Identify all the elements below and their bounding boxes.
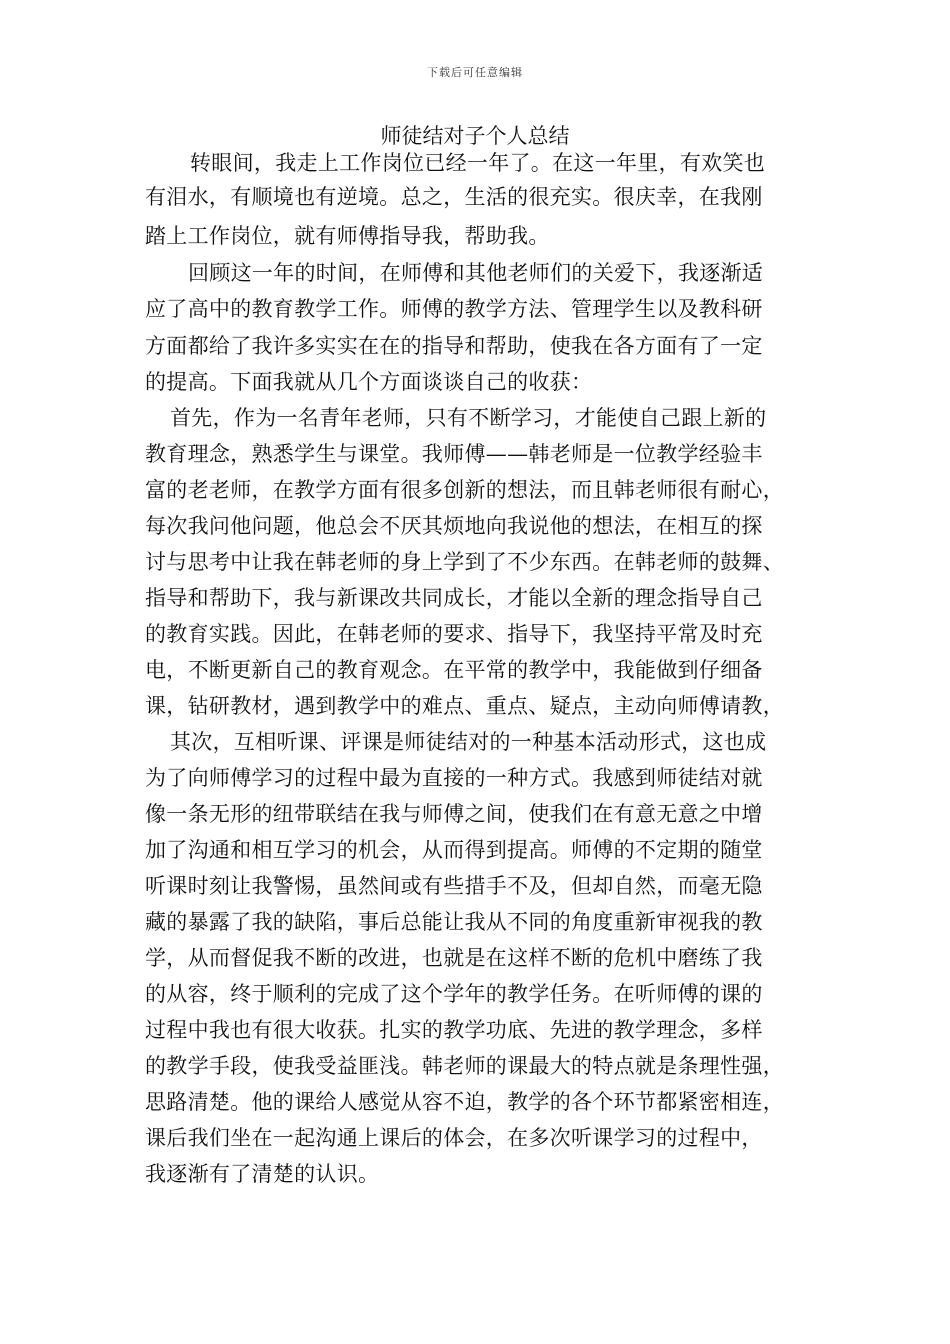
paragraph-line: 讨与思考中让我在韩老师的身上学到了不少东西。在韩老师的鼓舞、 [145, 550, 784, 574]
paragraph-line: 像一条无形的纽带联结在我与师傅之间，使我们在有意无意之中增 [145, 802, 763, 826]
paragraph-line: 踏上工作岗位，就有师傅指导我，帮助我。 [145, 224, 550, 248]
paragraph-line: 课，钻研教材，遇到教学中的难点、重点、疑点，主动向师傅请教， [145, 694, 784, 718]
paragraph-line: 我逐渐有了清楚的认识。 [145, 1162, 380, 1186]
paragraph-line: 藏的暴露了我的缺陷，事后总能让我从不同的角度重新审视我的教 [145, 910, 763, 934]
document-title: 师徒结对子个人总结 [380, 124, 570, 148]
paragraph-line: 加了沟通和相互学习的机会，从而得到提高。师傅的不定期的随堂 [145, 838, 763, 862]
paragraph-line: 听课时刻让我警惕，虽然间或有些措手不及，但却自然，而毫无隐 [145, 874, 763, 898]
paragraph-line: 其次，互相听课、评课是师徒结对的一种基本活动形式，这也成 [170, 730, 767, 754]
paragraph-line: 富的老老师，在教学方面有很多创新的想法，而且韩老师很有耐心， [145, 478, 784, 502]
paragraph-line: 学，从而督促我不断的改进，也就是在这样不断的危机中磨练了我 [145, 946, 763, 970]
header-note: 下载后可任意编辑 [427, 66, 523, 79]
paragraph-line: 回顾这一年的时间，在师傅和其他老师们的关爱下，我逐渐适 [188, 261, 764, 285]
paragraph-line: 过程中我也有很大收获。扎实的教学功底、先进的教学理念，多样 [145, 1018, 763, 1042]
paragraph-line: 转眼间，我走上工作岗位已经一年了。在这一年里，有欢笑也 [190, 151, 766, 175]
paragraph-line: 的从容，终于顺利的完成了这个学年的教学任务。在听师傅的课的 [145, 982, 763, 1006]
paragraph-line: 应了高中的教育教学工作。师傅的教学方法、管理学生以及教科研 [145, 297, 763, 321]
paragraph-line: 思路清楚。他的课给人感觉从容不迫，教学的各个环节都紧密相连， [145, 1090, 784, 1114]
paragraph-line: 有泪水，有顺境也有逆境。总之，生活的很充实。很庆幸，在我刚 [145, 185, 763, 209]
paragraph-line: 每次我问他问题，他总会不厌其烦地向我说他的想法，在相互的探 [145, 514, 763, 538]
paragraph-line: 的教育实践。因此，在韩老师的要求、指导下，我坚持平常及时充 [145, 622, 763, 646]
paragraph-line: 首先，作为一名青年老师，只有不断学习，才能使自己跟上新的 [170, 406, 767, 430]
paragraph-line: 为了向师傅学习的过程中最为直接的一种方式。我感到师徒结对就 [145, 766, 763, 790]
paragraph-line: 的提高。下面我就从几个方面谈谈自己的收获： [145, 370, 593, 394]
paragraph-line: 指导和帮助下，我与新课改共同成长，才能以全新的理念指导自己 [145, 586, 763, 610]
paragraph-line: 方面都给了我许多实实在在的指导和帮助，使我在各方面有了一定 [145, 334, 763, 358]
paragraph-line: 电，不断更新自己的教育观念。在平常的教学中，我能做到仔细备 [145, 658, 763, 682]
paragraph-line: 教育理念，熟悉学生与课堂。我师傅——韩老师是一位教学经验丰 [145, 442, 763, 466]
paragraph-line: 的教学手段，使我受益匪浅。韩老师的课最大的特点就是条理性强， [145, 1054, 784, 1078]
paragraph-line: 课后我们坐在一起沟通上课后的体会，在多次听课学习的过程中， [145, 1126, 763, 1150]
